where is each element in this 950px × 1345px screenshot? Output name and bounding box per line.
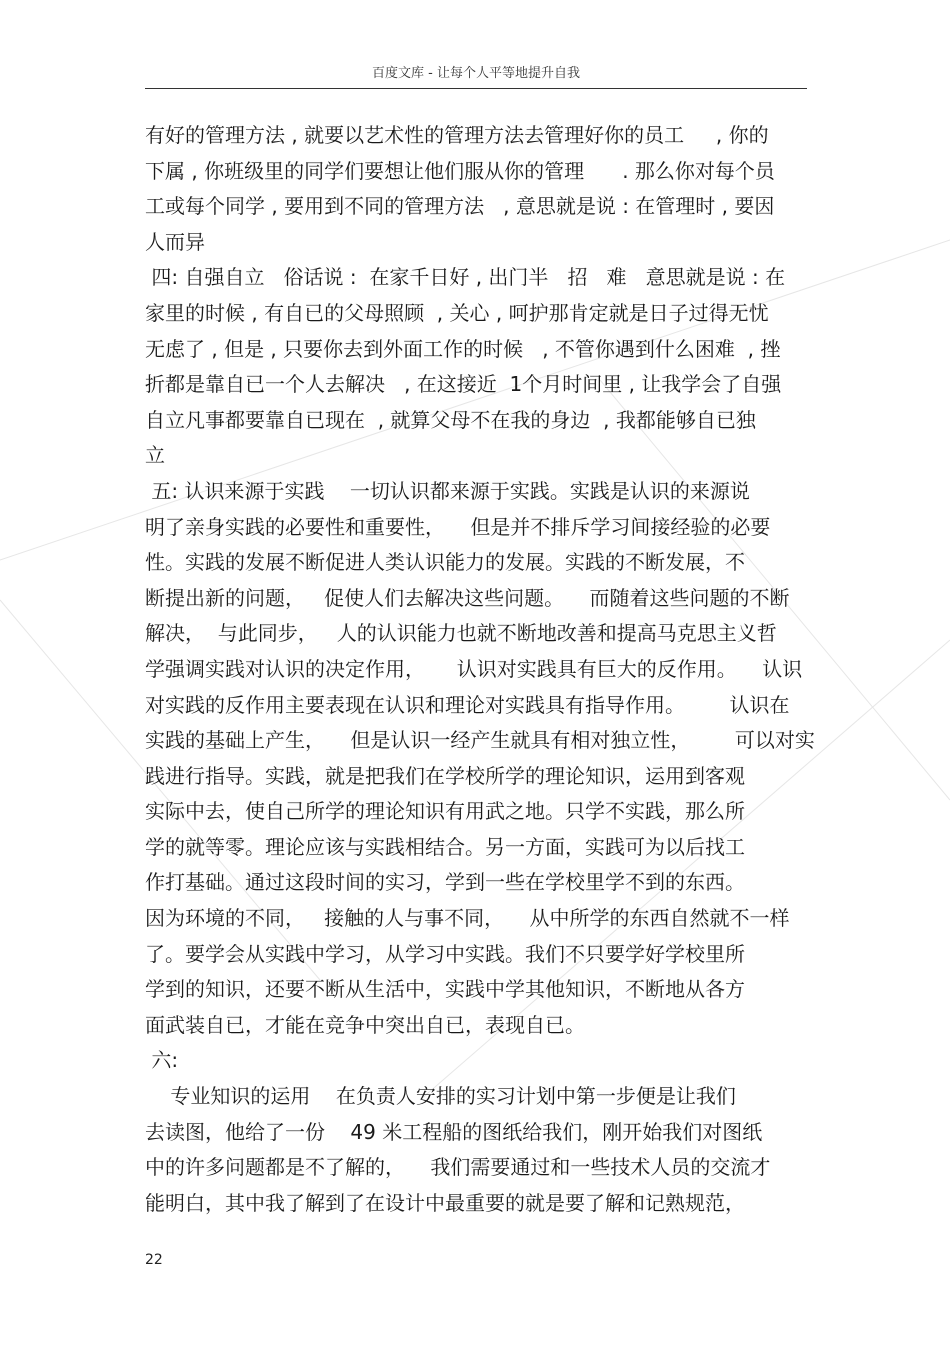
text-line: 面武装自已，才能在竞争中突出自已，表现自已。 [145,1012,585,1037]
text-line: 人而异 [145,229,205,254]
text-line: 无虑了 , 但是 , 只要你去到外面工作的时候 , 不管你遇到什么困难 , 挫 [145,336,781,361]
text-line: 四: 自强自立 俗话说 : 在家千日好 , 出门半 招 难 意思就是说 : 在 [145,265,786,290]
text-line: 学强调实践对认识的决定作用， 认识对实践具有巨大的反作用。 认识 [145,656,803,681]
text-line: 断提出新的问题， 促使人们去解决这些问题。 而随着这些问题的不断 [145,585,790,610]
text-line: 自立凡事都要靠自已现在 , 就算父母不在我的身边 , 我都能够自已独 [145,407,756,432]
text-line: 立 [145,443,165,468]
page-number: 22 [145,1252,163,1268]
text-line: 实际中去，使自己所学的理论知识有用武之地。只学不实践，那么所 [145,799,745,824]
text-line: 明了亲身实践的必要性和重要性， 但是并不排斥学习间接经验的必要 [145,514,771,539]
text-line: 能明白，其中我了解到了在设计中最重要的就是要了解和记熟规范， [145,1190,745,1215]
text-line: 实践的基础上产生， 但是认识一经产生就具有相对独立性， 可以对实 [145,728,815,753]
text-line: 去读图，他给了一份 49 米工程船的图纸给我们，刚开始我们对图纸 [145,1119,763,1144]
text-line: 了。要学会从实践中学习，从学习中实践。我们不只要学好学校里所 [145,941,745,966]
document-body [145,118,815,1221]
text-line: 有好的管理方法 , 就要以艺术性的管理方法去管理好你的员工 , 你的 [145,123,769,147]
text-line: 因为环境的不同， 接触的人与事不同， 从中所学的东西自然就不一样 [145,906,790,931]
text-line: 中的许多问题都是不了解的， 我们需要通过和一些技术人员的交流才 [145,1155,771,1180]
text-line: 对实践的反作用主要表现在认识和理论对实践具有指导作用。 认识在 [145,692,790,717]
text-line: 五: 认识来源于实践 一切认识都来源于实践。实践是认识的来源说 [145,478,750,503]
text-line: 专业知识的运用 在负责人安排的实习计划中第一步便是让我们 [145,1084,736,1109]
text-line: 解决， 与此同步， 人的认识能力也就不断地改善和提高马克思主义哲 [145,621,777,646]
text-line: 折都是靠自已一个人去解决 , 在这接近 1个月时间里 , 让我学会了自强 [145,372,782,397]
text-line: 家里的时候 , 有自已的父母照顾 , 关心 , 呵护那肯定就是日子过得无忧 [145,300,769,325]
text-line: 学的就等零。理论应该与实践相结合。另一方面，实践可为以后找工 [145,834,745,859]
text-line: 下属 , 你班级里的同学们要想让他们服从你的管理 . 那么你对每个员 [145,158,775,183]
text-line: 六: [145,1048,179,1073]
text-line: 工或每个同学 , 要用到不同的管理方法 , 意思就是说 : 在管理时 , 要因 [145,194,775,219]
text-line: 性。实践的发展不断促进人类认识能力的发展。实践的不断发展，不 [145,550,745,575]
text-line: 学到的知识，还要不断从生活中，实践中学其他知识，不断地从各方 [145,977,745,1002]
text-line: 作打基础。通过这段时间的实习，学到一些在学校里学不到的东西。 [145,870,745,895]
page-header: 百度文库 - 让每个人平等地提升自我 [145,62,807,89]
text-line: 践进行指导。实践，就是把我们在学校所学的理论知识，运用到客观 [145,763,745,788]
